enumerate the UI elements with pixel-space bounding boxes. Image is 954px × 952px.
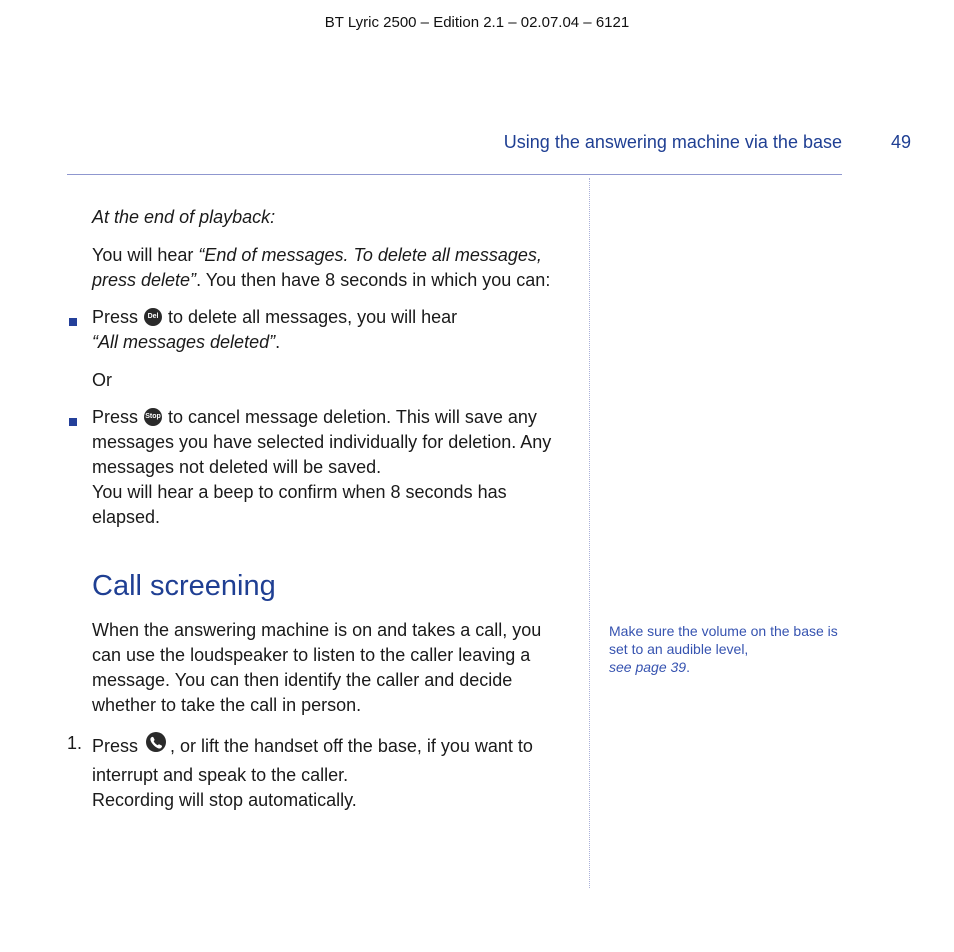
- print-header: BT Lyric 2500 – Edition 2.1 – 02.07.04 – 6121: [324, 14, 630, 31]
- side-note: Make sure the volume on the base is set to an audible level, see page 39.: [609, 623, 838, 675]
- section-title: Call screening: [92, 570, 276, 602]
- delete-all-item: Press Del to delete all messages, you will hear “All messages deleted”.: [92, 307, 458, 352]
- or-text: Or: [92, 370, 112, 390]
- step-number: 1.: [67, 733, 83, 753]
- page-number: 49: [891, 132, 912, 152]
- column-divider: [589, 178, 590, 888]
- call-screening-intro: When the answering machine is on and takes a call, you can use the loudspeaker to listen to the caller leaving a message. You can then identify the caller and decide whether to take the call in person.: [92, 620, 542, 715]
- del-button-icon: Del: [144, 308, 162, 326]
- stop-button-icon: Stop: [144, 408, 162, 426]
- cancel-deletion-item: Press Stop to cancel message deletion. This will save any messages you have selected individually for deletion. Any messages not deleted will be saved. You will hear a beep to confirm when 8 seconds has elapsed.: [92, 407, 552, 527]
- running-head: Using the answering machine via the base: [503, 132, 842, 152]
- page-reference: see page 39: [609, 659, 687, 675]
- square-bullet-icon: [69, 318, 77, 326]
- step-item: Press , or lift the handset off the base, if you want to interrupt and speak to the caller. Recording will stop automatically.: [92, 731, 570, 813]
- playback-intro: You will hear “End of messages. To delete all messages, press delete”. You then have 8 seconds in which you can:: [92, 245, 551, 290]
- header-rule: [67, 174, 842, 175]
- square-bullet-icon: [69, 418, 77, 426]
- phone-handset-icon: [144, 731, 168, 760]
- playback-heading: At the end of playback:: [92, 207, 276, 227]
